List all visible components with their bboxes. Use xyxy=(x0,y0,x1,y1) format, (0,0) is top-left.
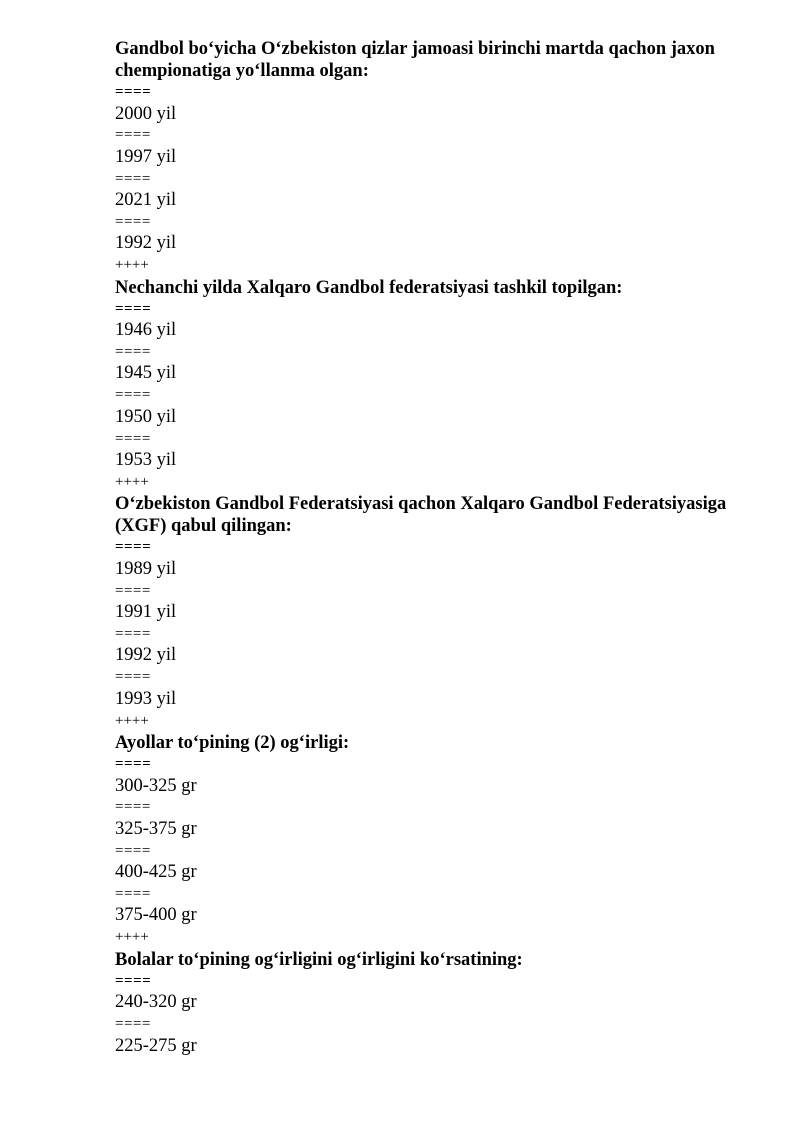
separator: ==== xyxy=(115,972,152,989)
separator: ==== xyxy=(115,84,152,100)
answer-option: 325-375 gr xyxy=(115,818,197,839)
separator: ==== xyxy=(115,756,152,773)
separator: ==== xyxy=(115,127,151,144)
separator: ==== xyxy=(115,799,151,816)
answer-option: 375-400 gr xyxy=(115,905,197,926)
end-marker: ++++ xyxy=(115,712,149,729)
separator: ==== xyxy=(115,343,151,360)
question-text: O‘zbekiston Gandbol Federatsiyasi qachon Xalqaro Gandbol Federatsiyasiga (XGF) qabul qilingan: xyxy=(115,494,727,537)
end-marker: ++++ xyxy=(115,929,149,946)
answer-option: 1992 yil xyxy=(115,645,177,666)
separator: ==== xyxy=(115,430,151,447)
separator: ==== xyxy=(115,300,152,317)
separator: ==== xyxy=(115,539,152,556)
separator: ==== xyxy=(115,213,151,230)
answer-option: 1950 yil xyxy=(115,406,177,427)
answer-option: 1946 yil xyxy=(115,320,177,341)
end-marker: ++++ xyxy=(115,257,149,274)
end-marker: ++++ xyxy=(115,473,149,490)
answer-option: 1945 yil xyxy=(115,363,177,384)
answer-option: 240-320 gr xyxy=(115,992,197,1013)
answer-option: 300-325 gr xyxy=(115,775,197,796)
question-text: Ayollar to‘pining (2) og‘irligi: xyxy=(115,733,350,754)
answer-option: 1991 yil xyxy=(115,602,177,623)
answer-option: 1992 yil xyxy=(115,233,177,254)
answer-option: 2021 yil xyxy=(115,190,177,211)
document-page xyxy=(115,38,755,1057)
separator: ==== xyxy=(115,625,151,642)
separator: ==== xyxy=(115,387,151,404)
separator: ==== xyxy=(115,170,151,187)
answer-option: 400-425 gr xyxy=(115,862,197,883)
question-text: Bolalar to‘pining og‘irligini og‘irligini ko‘rsatining: xyxy=(115,949,523,970)
answer-option: 1993 yil xyxy=(115,688,177,709)
answer-option: 225-275 gr xyxy=(115,1035,197,1056)
answer-option: 2000 yil xyxy=(115,103,177,124)
answer-option: 1989 yil xyxy=(115,558,177,579)
separator: ==== xyxy=(115,1016,151,1033)
separator: ==== xyxy=(115,669,151,686)
question-text: Gandbol bo‘yicha O‘zbekiston qizlar jamoasi birinchi martda qachon jaxon chempionatiga yo‘llanma olgan: xyxy=(115,39,715,81)
separator: ==== xyxy=(115,842,151,859)
separator: ==== xyxy=(115,582,151,599)
question-text: Nechanchi yilda Xalqaro Gandbol federatsiyasi tashkil topilgan: xyxy=(115,277,623,298)
answer-option: 1997 yil xyxy=(115,146,177,167)
answer-option: 1953 yil xyxy=(115,450,177,471)
separator: ==== xyxy=(115,885,151,902)
